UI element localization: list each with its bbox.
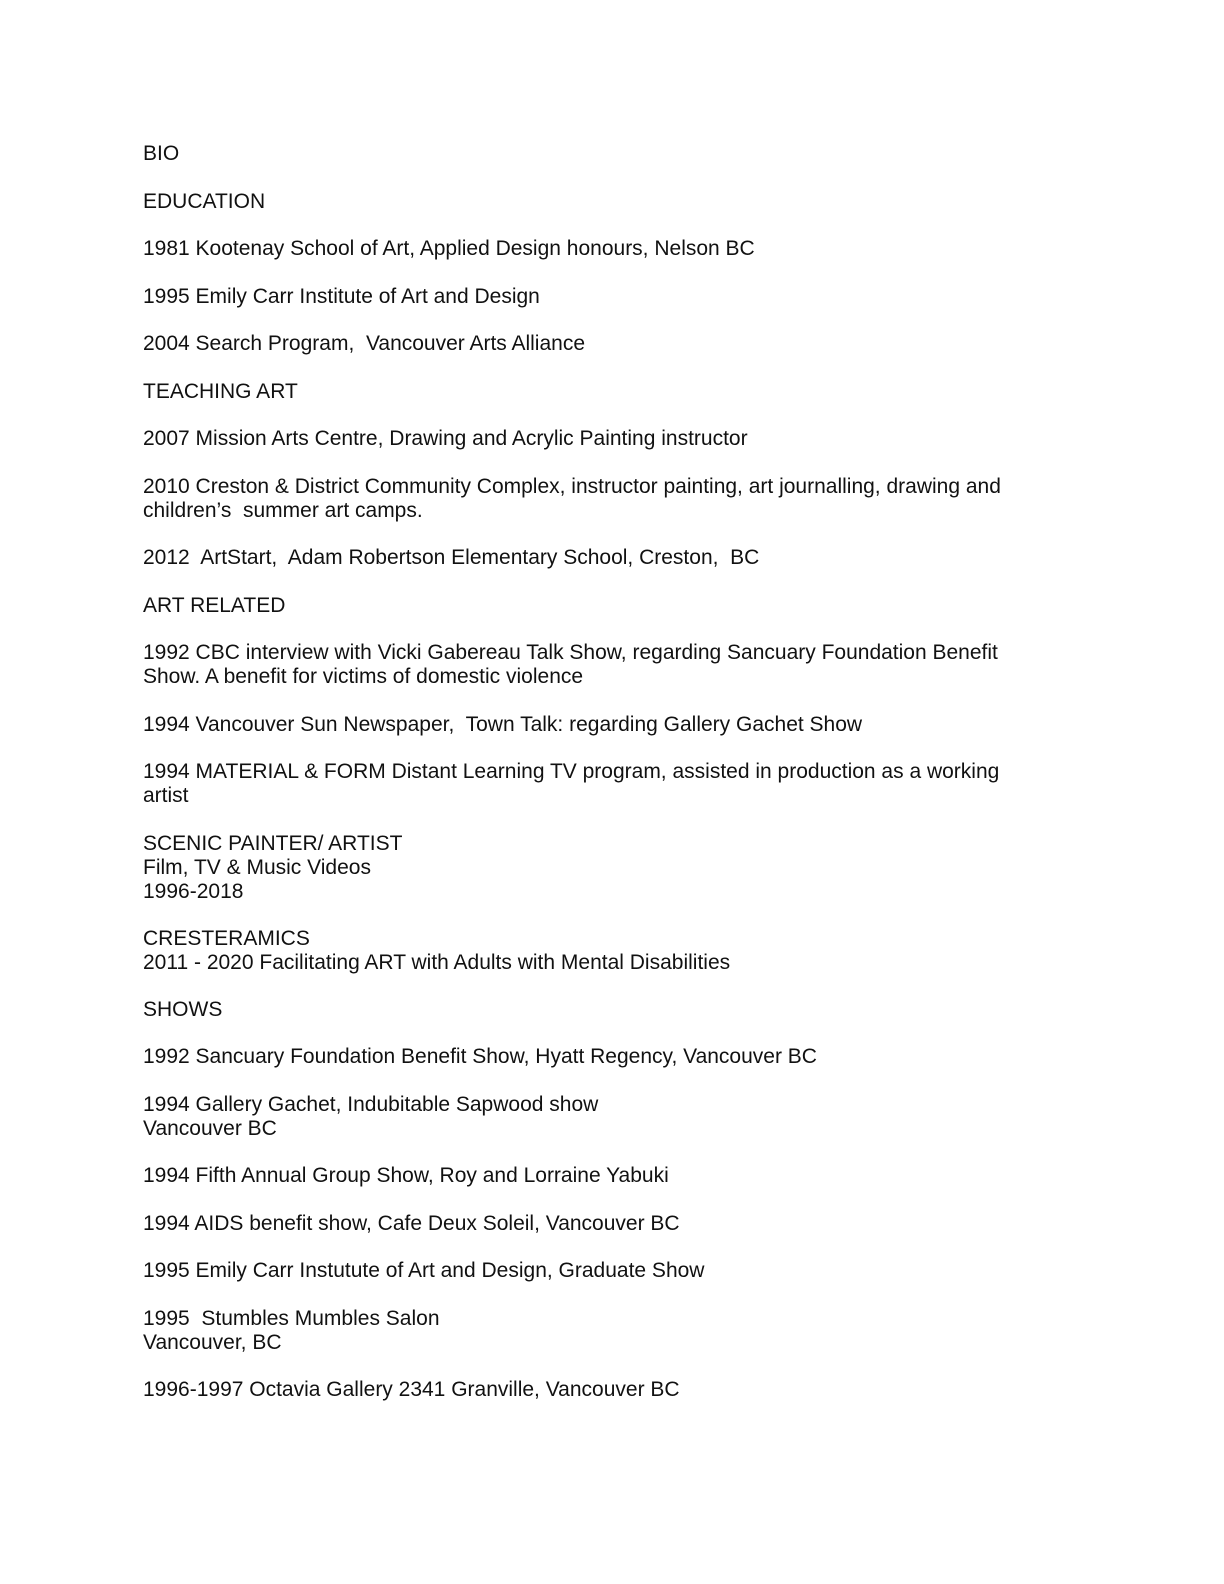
show-item: 1992 Sancuary Foundation Benefit Show, Hyatt Regency, Vancouver BC <box>143 1045 817 1068</box>
show-item: 1994 Fifth Annual Group Show, Roy and Lorraine Yabuki <box>143 1164 669 1187</box>
education-item: 2004 Search Program, Vancouver Arts Alliance <box>143 332 586 355</box>
shows-heading: SHOWS <box>143 998 223 1021</box>
scenic-painter-block: SCENIC PAINTER/ ARTIST Film, TV & Music Videos 1996-2018 <box>143 832 403 903</box>
teaching-item: 2012 ArtStart, Adam Robertson Elementary School, Creston, BC <box>143 546 760 569</box>
show-item: 1995 Emily Carr Instutute of Art and Design, Graduate Show <box>143 1259 705 1282</box>
cresteramics-block: CRESTERAMICS 2011 - 2020 Facilitating ART with Adults with Mental Disabilities <box>143 927 731 974</box>
art-related-item: 1992 CBC interview with Vicki Gabereau Talk Show, regarding Sancuary Foundation Benefit Show. A benefit for victims of domestic violence <box>143 641 998 688</box>
bio-heading: BIO <box>143 142 180 165</box>
art-related-item: 1994 MATERIAL & FORM Distant Learning TV program, assisted in production as a working artist <box>143 760 1000 807</box>
education-item: 1981 Kootenay School of Art, Applied Design honours, Nelson BC <box>143 237 755 260</box>
teaching-heading: TEACHING ART <box>143 380 298 403</box>
show-item: 1995 Stumbles Mumbles Salon Vancouver, BC <box>143 1307 440 1354</box>
art-related-item: 1994 Vancouver Sun Newspaper, Town Talk: regarding Gallery Gachet Show <box>143 713 863 736</box>
show-item: 1994 Gallery Gachet, Indubitable Sapwood show Vancouver BC <box>143 1093 599 1140</box>
teaching-item: 2010 Creston & District Community Complex, instructor painting, art journalling, drawing and children’s summer art camps. <box>143 475 1001 522</box>
education-item: 1995 Emily Carr Institute of Art and Design <box>143 285 540 308</box>
show-item: 1996-1997 Octavia Gallery 2341 Granville, Vancouver BC <box>143 1378 680 1401</box>
art-related-heading: ART RELATED <box>143 594 286 617</box>
teaching-item: 2007 Mission Arts Centre, Drawing and Acrylic Painting instructor <box>143 427 748 450</box>
education-heading: EDUCATION <box>143 190 266 213</box>
show-item: 1994 AIDS benefit show, Cafe Deux Soleil, Vancouver BC <box>143 1212 680 1235</box>
